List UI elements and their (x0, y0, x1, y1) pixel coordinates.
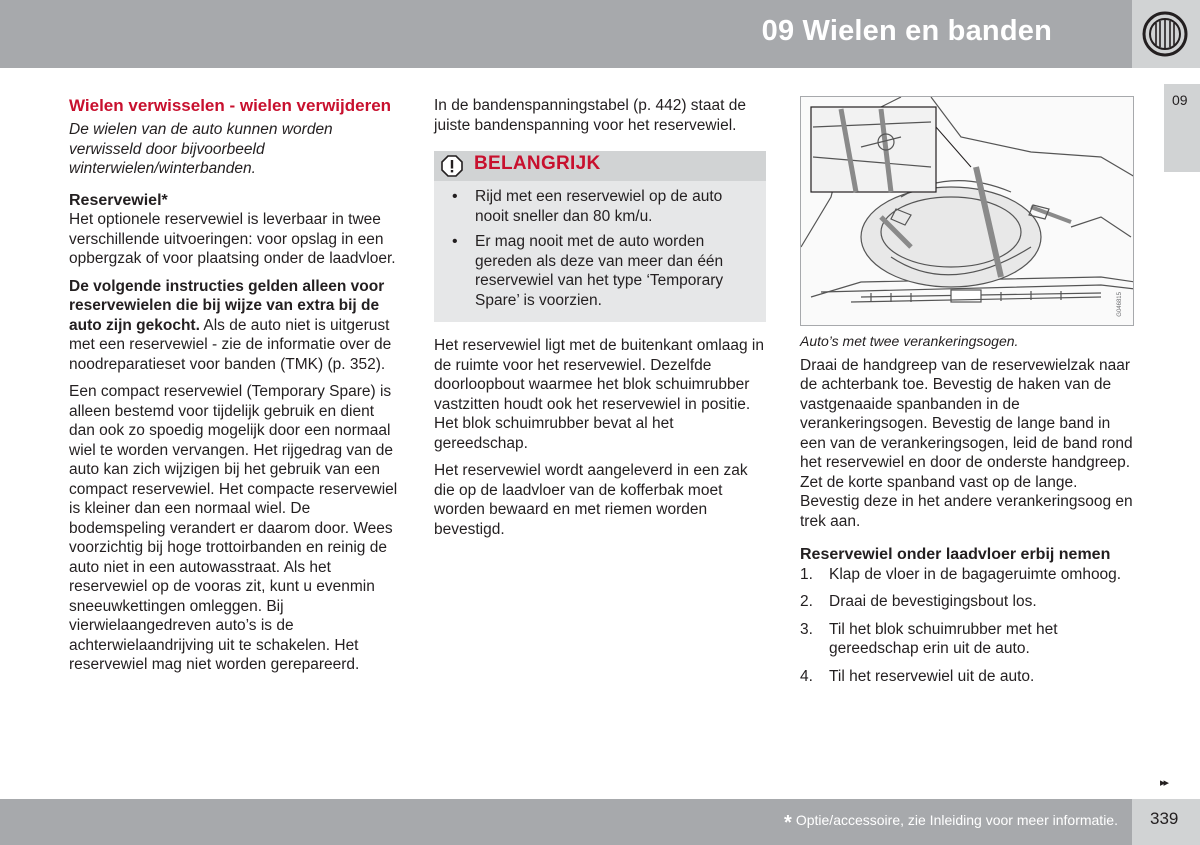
step-number: 4. (800, 667, 813, 685)
page-number-box (1132, 799, 1200, 845)
subheading-underfloor: Reservewiel onder laadvloer erbij nemen (800, 546, 1111, 563)
chapter-icon-box (1132, 0, 1200, 68)
list-item: • Rijd met een reservewiel op de auto nooit sneller dan 80 km/u. (452, 187, 752, 226)
page-number: 339 (1150, 809, 1179, 828)
footer-note (784, 812, 1118, 835)
step-item (800, 565, 1134, 585)
list-item: • Er mag nooit met de auto worden gereden als deze van meer dan één reservewiel van het type ‘Temporary Spare’ is voorzien. (452, 232, 752, 310)
continue-arrows-icon: ▸▸ (1160, 777, 1168, 789)
subheading-spare-wheel: Reservewiel* (69, 191, 168, 209)
side-tab-label: 09 (1172, 92, 1188, 108)
column-2 (434, 96, 766, 539)
column-1 (69, 96, 401, 675)
step-text: Klap de vloer in de bagageruimte omhoog. (829, 565, 1122, 583)
important-title: BELANGRIJK (474, 153, 601, 174)
section-title: Wielen verwisselen - wielen verwijderen (69, 96, 392, 115)
steps-list (800, 565, 1134, 687)
footer-note-text: Optie/accessoire, zie Inleiding voor meer informatie. (795, 812, 1118, 828)
important-box (434, 151, 766, 322)
column-3 (800, 96, 1134, 686)
paragraph: Een compact reservewiel (Temporary Spare) is alleen bestemd voor tijdelijk gebruik en dient dan ook zo spoedig mogelijk door een normaal wiel te worden vervangen. Het rijgedrag van de auto kan zich wijzigen bij het gebruik van een compact reservewiel. Het compacte reservewiel is kleiner dan een normaal wiel. De bodemspeling verandert er daarom door. Wees voorzichtig bij hoge trottoirbanden en reinig de auto niet in een autowasstraat. Als het reservewiel op de vooras zit, kunt u evenmin sneeuwkettingen omleggen. Bij vierwielaangedreven auto’s is de achterwielaandrijving uit te schakelen. Het reservewiel mag niet worden gerepareerd. (69, 383, 398, 673)
figure-code: G046815 (1116, 292, 1123, 317)
paragraph (69, 277, 401, 375)
paragraph: Draai de handgreep van de reservewielzak naar de achterbank toe. Bevestig de haken van de vastgenaaide spanbanden in de verankeringsogen. Bevestig de lange band in een van de verankeringsogen, leid de band rond het reservewiel en door de onderste handgreep. Zet de korte spanband vast op de lange. Bevestig deze in het andere verankeringsoog en trek aan. (800, 356, 1133, 530)
step-text: Til het reservewiel uit de auto. (829, 667, 1035, 685)
tire-icon (1142, 11, 1188, 57)
paragraph: Het reservewiel ligt met de buitenkant omlaag in de ruimte voor het reservewiel. Dezelfde doorloopbout waarmee het blok schuimrubber vastzitten houdt ook het reservewiel in positie. Het blok schuimrubber bevat al het gereedschap. (434, 337, 764, 452)
figure-caption: Auto’s met twee verankeringsogen. (800, 333, 1019, 349)
step-item (800, 592, 1134, 612)
important-list (434, 181, 766, 310)
spare-wheel-illustration (800, 96, 1134, 326)
chapter-header (0, 0, 1132, 68)
paragraph: In de bandenspanningstabel (p. 442) staat de juiste bandenspanning voor het reservewiel. (434, 97, 746, 134)
paragraph: Het optionele reservewiel is leverbaar in twee verschillende uitvoeringen: voor opslag in een opbergzak of voor plaatsing onder de laadvloer. (69, 211, 396, 267)
step-number: 1. (800, 565, 813, 583)
step-number: 3. (800, 620, 813, 638)
step-item (800, 620, 1134, 659)
chapter-title: 09 Wielen en banden (761, 15, 1052, 47)
chapter-side-tab (1164, 84, 1200, 172)
paragraph: Het reservewiel wordt aangeleverd in een zak die op de laadvloer van de kofferbak moet worden bewaard en met riemen worden bevestigd. (434, 462, 748, 538)
paragraph-rest: Als de auto niet is uitgerust met een reservewiel - zie de informatie over de noodreparatieset voor banden (TMK) (p. 352). (69, 316, 392, 373)
step-item (800, 667, 1134, 687)
important-header (434, 151, 766, 181)
trunk-spare-wheel-drawing (801, 97, 1134, 326)
exclamation-icon (440, 154, 464, 178)
bold-notice: De volgende instructies gelden alleen voor reservewielen die bij wijze van extra bij de auto zijn gekocht. (69, 277, 385, 334)
step-text: Til het blok schuimrubber met het gereedschap erin uit de auto. (829, 620, 1058, 657)
step-text: Draai de bevestigingsbout los. (829, 593, 1037, 610)
section-intro: De wielen van de auto kunnen worden verwisseld door bijvoorbeeld winterwielen/winterbanden. (69, 121, 333, 177)
asterisk: * (784, 812, 792, 834)
page-footer (0, 799, 1132, 845)
step-number: 2. (800, 593, 813, 610)
